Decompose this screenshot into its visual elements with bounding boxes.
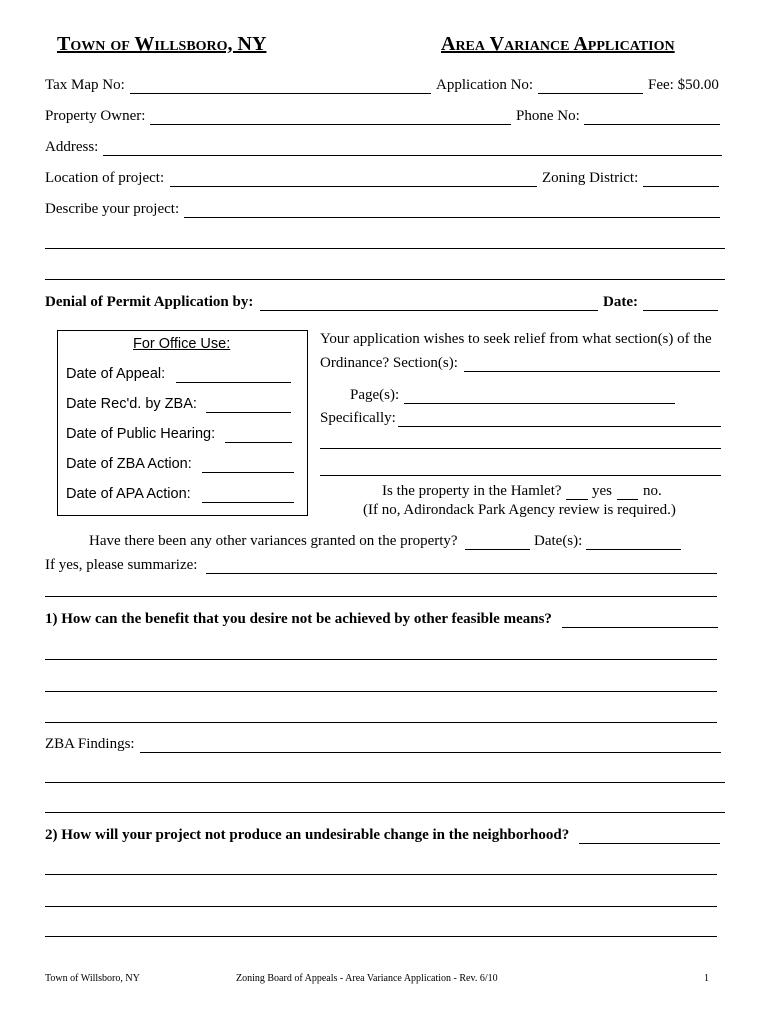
question-2-line[interactable] — [45, 890, 717, 907]
specifically-line[interactable] — [320, 432, 721, 449]
hamlet-yes-label: yes — [592, 483, 612, 499]
question-1-line[interactable] — [45, 706, 717, 723]
describe-label: Describe your project: — [45, 201, 180, 217]
denial-label: Denial of Permit Application by: — [45, 294, 254, 310]
question-1: 1) How can the benefit that you desire not be achieved by other feasible means? — [45, 611, 552, 627]
denial-date-field[interactable] — [643, 294, 718, 311]
property-owner-field[interactable] — [150, 108, 511, 125]
public-hearing-label: Date of Public Hearing: — [66, 426, 216, 442]
section-field[interactable] — [464, 355, 720, 372]
zba-action-field[interactable] — [202, 456, 294, 473]
other-variances-field[interactable] — [465, 533, 530, 550]
town-title: Town of Willsboro, NY — [57, 33, 267, 55]
address-label: Address: — [45, 139, 99, 155]
describe-field[interactable] — [184, 201, 720, 218]
date-of-appeal-field[interactable] — [176, 366, 291, 383]
zoning-district-field[interactable] — [643, 170, 719, 187]
specifically-line[interactable] — [320, 459, 721, 476]
location-label: Location of project: — [45, 170, 165, 186]
date-of-appeal-label: Date of Appeal: — [66, 366, 166, 382]
zba-findings-label: ZBA Findings: — [45, 736, 135, 752]
application-no-field[interactable] — [538, 77, 643, 94]
date-recd-label: Date Rec'd. by ZBA: — [66, 396, 197, 412]
office-use-title: For Office Use: — [133, 336, 231, 352]
pages-field[interactable] — [404, 387, 675, 404]
apa-note: (If no, Adirondack Park Agency review is required.) — [363, 502, 676, 518]
pages-label: Page(s): — [350, 387, 400, 403]
zba-action-label: Date of ZBA Action: — [66, 456, 192, 472]
footer-left: Town of Willsboro, NY — [45, 973, 140, 984]
dates-label: Date(s): — [534, 533, 583, 549]
summarize-line[interactable] — [45, 580, 717, 597]
question-2-field[interactable] — [579, 827, 720, 844]
specifically-field[interactable] — [398, 410, 721, 427]
other-variances-label: Have there been any other variances granted on the property? — [89, 533, 458, 549]
question-2: 2) How will your project not produce an undesirable change in the neighborhood? — [45, 827, 570, 843]
hamlet-question: Is the property in the Hamlet? — [382, 483, 562, 499]
relief-text-1: Your application wishes to seek relief from what section(s) of the — [320, 331, 712, 347]
page-number: 1 — [704, 973, 709, 984]
zba-findings-line[interactable] — [45, 796, 725, 813]
hamlet-yes-field[interactable] — [566, 483, 588, 500]
apa-action-label: Date of APA Action: — [66, 486, 191, 502]
address-field[interactable] — [103, 139, 722, 156]
date-recd-field[interactable] — [206, 396, 291, 413]
question-2-line[interactable] — [45, 920, 717, 937]
denial-field[interactable] — [260, 294, 598, 311]
question-1-field[interactable] — [562, 611, 718, 628]
denial-date-label: Date: — [603, 294, 638, 310]
dates-field[interactable] — [586, 533, 681, 550]
zoning-district-label: Zoning District: — [542, 170, 639, 186]
apa-action-field[interactable] — [202, 486, 294, 503]
tax-map-label: Tax Map No: — [45, 77, 125, 93]
question-1-line[interactable] — [45, 675, 717, 692]
question-2-line[interactable] — [45, 858, 717, 875]
describe-line[interactable] — [45, 232, 725, 249]
zba-findings-field[interactable] — [140, 736, 721, 753]
phone-field[interactable] — [584, 108, 720, 125]
if-yes-label: If yes, please summarize: — [45, 557, 198, 573]
hamlet-no-field[interactable] — [617, 483, 638, 500]
describe-line[interactable] — [45, 263, 725, 280]
office-use-box — [57, 330, 308, 516]
tax-map-field[interactable] — [130, 77, 431, 94]
relief-text-2: Ordinance? Section(s): — [320, 355, 458, 371]
zba-findings-line[interactable] — [45, 766, 725, 783]
application-no-label: Application No: — [436, 77, 534, 93]
location-field[interactable] — [170, 170, 537, 187]
phone-label: Phone No: — [516, 108, 580, 124]
footer-center: Zoning Board of Appeals - Area Variance Application - Rev. 6/10 — [236, 973, 498, 984]
fee-label: Fee: $50.00 — [648, 77, 719, 93]
hamlet-no-label: no. — [643, 483, 662, 499]
form-title: Area Variance Application — [441, 33, 675, 55]
question-1-line[interactable] — [45, 643, 717, 660]
public-hearing-field[interactable] — [225, 426, 292, 443]
specifically-label: Specifically: — [320, 410, 396, 426]
property-owner-label: Property Owner: — [45, 108, 146, 124]
summarize-field[interactable] — [206, 557, 717, 574]
